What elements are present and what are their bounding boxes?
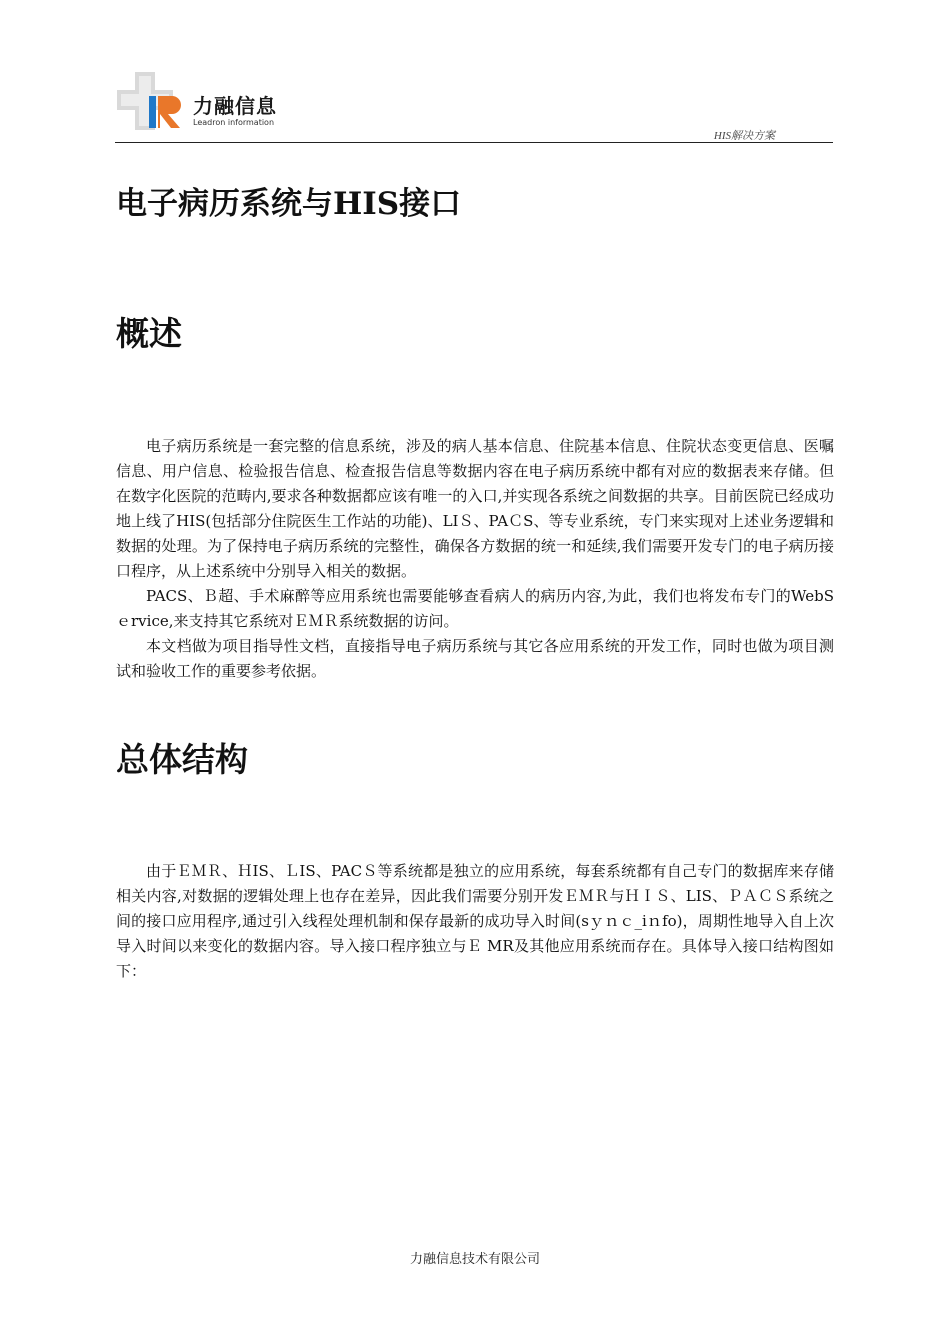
overview-body [116, 434, 834, 684]
paragraph: 电子病历系统是一套完整的信息系统，涉及的病人基本信息、住院基本信息、住院状态变更信息、医嘱信息、用户信息、检验报告信息、检查报告信息等数据内容在电子病历系统中都有对应的数据表来存储。但在数字化医院的范畴内,要求各种数据都应该有唯一的入口,并实现各系统之间数据的共享。目前医院已经成功地上线了HIS(包括部分住院医生工作站的功能)、LIＳ、PAＣS、等专业系统，专门来实现对上述业务逻辑和数据的处理。为了保持电子病历系统的完整性，确保各方数据的统一和延续,我们需要开发专门的电子病历接口程序，从上述系统中分别导入相关的数据。 [116, 437, 834, 580]
section-heading-structure: 总体结构 [116, 740, 248, 779]
paragraph: 本文档做为项目指导性文档，直接指导电子病历系统与其它各应用系统的开发工作，同时也做为项目测试和验收工作的重要参考依据。 [116, 637, 834, 680]
structure-body [116, 859, 834, 984]
header-doc-tag: HIS解决方案 [713, 130, 775, 142]
logo-cross-icon [115, 68, 193, 132]
paragraph: 由于ＥＭＲ、ＨIS、ＬIS、PACＳ等系统都是独立的应用系统，每套系统都有自己专门的数据库来存储相关内容,对数据的逻辑处理上也存在差异，因此我们需要分别开发ＥＭＲ与ＨＩＳ、LIS、ＰＡＣＳ系统之间的接口应用程序,通过引入线程处理机制和保存最新的成功导入时间(sｙｎｃ_iｎfo)，周期性地导入自上次导入时间以来变化的数据内容。导入接口程序独立与Ｅ MR及其他应用系统而存在。具体导入接口结构图如下： [116, 862, 834, 980]
logo-subtitle: Leadron information [193, 118, 275, 127]
page-header [115, 68, 833, 144]
page-footer: 力融信息技术有限公司 [409, 1252, 540, 1267]
company-logo [115, 68, 305, 132]
paragraph: PACS、Ｂ超、手术麻醉等应用系统也需要能够查看病人的病历内容,为此，我们也将发布专门的WebSｅrvice,来支持其它系统对ＥＭＲ系统数据的访问。 [116, 587, 834, 630]
header-divider [115, 142, 833, 143]
document-title: 电子病历系统与HIS接口 [116, 186, 462, 222]
section-heading-overview: 概述 [116, 314, 182, 353]
logo-name: 力融信息 [193, 94, 277, 118]
